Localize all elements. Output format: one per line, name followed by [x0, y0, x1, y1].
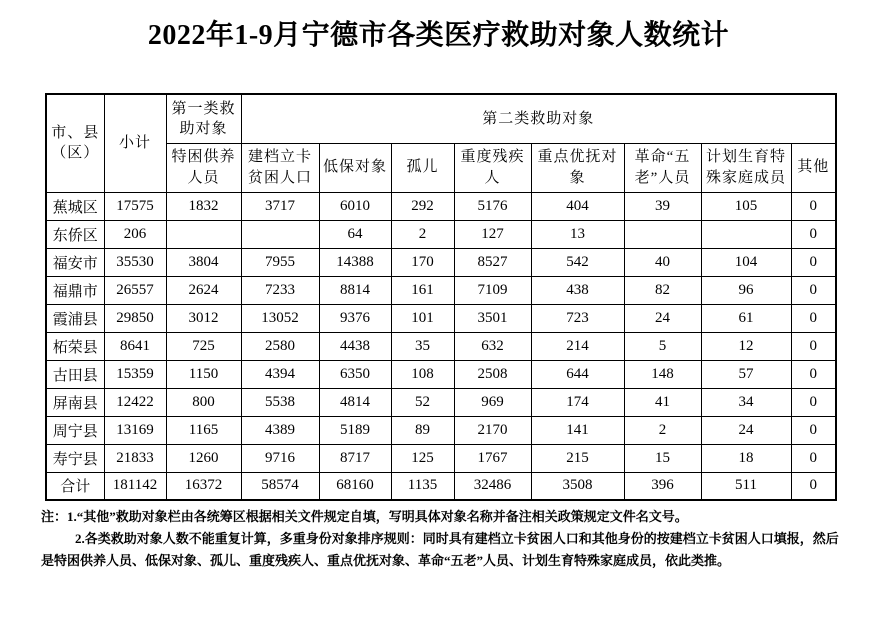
value-cell: 9716 — [241, 444, 319, 472]
value-cell: 1165 — [166, 416, 241, 444]
value-cell — [241, 220, 319, 248]
value-cell: 800 — [166, 388, 241, 416]
value-cell: 7233 — [241, 276, 319, 304]
value-cell: 969 — [454, 388, 531, 416]
value-cell: 2170 — [454, 416, 531, 444]
value-cell: 2580 — [241, 332, 319, 360]
value-cell: 24 — [624, 304, 701, 332]
value-cell: 35 — [391, 332, 454, 360]
value-cell: 0 — [791, 332, 836, 360]
value-cell: 3508 — [531, 472, 624, 500]
region-cell: 柘荣县 — [46, 332, 104, 360]
col-header-guer: 孤儿 — [391, 143, 454, 192]
value-cell: 8717 — [319, 444, 391, 472]
value-cell: 6010 — [319, 192, 391, 220]
col-header-category2: 第二类救助对象 — [241, 94, 836, 143]
value-cell: 632 — [454, 332, 531, 360]
table-row — [46, 332, 836, 360]
value-cell: 644 — [531, 360, 624, 388]
col-header-jiandang: 建档立卡贫困人口 — [241, 143, 319, 192]
value-cell: 15359 — [104, 360, 166, 388]
col-header-dibao: 低保对象 — [319, 143, 391, 192]
value-cell: 101 — [391, 304, 454, 332]
value-cell: 723 — [531, 304, 624, 332]
region-cell: 东侨区 — [46, 220, 104, 248]
value-cell — [166, 220, 241, 248]
value-cell: 292 — [391, 192, 454, 220]
value-cell: 105 — [701, 192, 791, 220]
value-cell: 57 — [701, 360, 791, 388]
value-cell: 542 — [531, 248, 624, 276]
value-cell: 0 — [791, 444, 836, 472]
value-cell: 2508 — [454, 360, 531, 388]
table-row — [46, 248, 836, 276]
region-cell: 福鼎市 — [46, 276, 104, 304]
table-row — [46, 304, 836, 332]
value-cell: 108 — [391, 360, 454, 388]
value-cell: 181142 — [104, 472, 166, 500]
value-cell: 0 — [791, 360, 836, 388]
value-cell: 1767 — [454, 444, 531, 472]
value-cell: 3012 — [166, 304, 241, 332]
value-cell: 52 — [391, 388, 454, 416]
value-cell: 215 — [531, 444, 624, 472]
value-cell: 214 — [531, 332, 624, 360]
page-title: 2022年1-9月宁德市各类医疗救助对象人数统计 — [147, 20, 730, 51]
value-cell: 14388 — [319, 248, 391, 276]
value-cell: 206 — [104, 220, 166, 248]
value-cell: 0 — [791, 276, 836, 304]
col-header-subtotal: 小计 — [104, 94, 166, 192]
value-cell: 12422 — [104, 388, 166, 416]
table-row — [46, 192, 836, 220]
value-cell: 438 — [531, 276, 624, 304]
col-header-wulao: 革命“五老”人员 — [624, 143, 701, 192]
value-cell: 0 — [791, 192, 836, 220]
value-cell: 2624 — [166, 276, 241, 304]
value-cell: 18 — [701, 444, 791, 472]
value-cell: 68160 — [319, 472, 391, 500]
value-cell: 7955 — [241, 248, 319, 276]
value-cell: 58574 — [241, 472, 319, 500]
value-cell: 148 — [624, 360, 701, 388]
value-cell — [624, 220, 701, 248]
col-header-region: 市、县（区） — [46, 94, 104, 192]
value-cell: 15 — [624, 444, 701, 472]
col-header-canji: 重度残疾人 — [454, 143, 531, 192]
col-header-jihua: 计划生育特殊家庭成员 — [701, 143, 791, 192]
value-cell: 3717 — [241, 192, 319, 220]
value-cell: 8641 — [104, 332, 166, 360]
value-cell: 9376 — [319, 304, 391, 332]
value-cell: 141 — [531, 416, 624, 444]
note-2: 2.各类救助对象人数不能重复计算，多重身份对象排序规则：同时具有建档立卡贫困人口和其他身份的按建档立卡贫困人口填报，然后是特困供养人员、低保对象、孤儿、重度残疾人、重点优抚对象、革命“五老”人员、计划生育特殊家庭成员，依此类推。 — [41, 531, 839, 568]
value-cell: 24 — [701, 416, 791, 444]
region-cell: 福安市 — [46, 248, 104, 276]
value-cell: 6350 — [319, 360, 391, 388]
value-cell: 34 — [701, 388, 791, 416]
table-row — [46, 416, 836, 444]
value-cell: 1135 — [391, 472, 454, 500]
value-cell: 1260 — [166, 444, 241, 472]
value-cell: 16372 — [166, 472, 241, 500]
value-cell: 2 — [391, 220, 454, 248]
value-cell: 39 — [624, 192, 701, 220]
value-cell: 725 — [166, 332, 241, 360]
value-cell: 5 — [624, 332, 701, 360]
value-cell: 174 — [531, 388, 624, 416]
value-cell: 1150 — [166, 360, 241, 388]
value-cell: 5176 — [454, 192, 531, 220]
value-cell — [701, 220, 791, 248]
value-cell: 40 — [624, 248, 701, 276]
value-cell: 5538 — [241, 388, 319, 416]
value-cell: 13169 — [104, 416, 166, 444]
value-cell: 104 — [701, 248, 791, 276]
value-cell: 0 — [791, 416, 836, 444]
value-cell: 404 — [531, 192, 624, 220]
col-header-youfu: 重点优抚对象 — [531, 143, 624, 192]
region-cell: 寿宁县 — [46, 444, 104, 472]
value-cell: 2 — [624, 416, 701, 444]
value-cell: 8527 — [454, 248, 531, 276]
table-row — [46, 360, 836, 388]
region-cell: 霞浦县 — [46, 304, 104, 332]
table-row — [46, 276, 836, 304]
medical-assistance-table — [45, 93, 837, 501]
value-cell: 17575 — [104, 192, 166, 220]
value-cell: 35530 — [104, 248, 166, 276]
region-cell: 周宁县 — [46, 416, 104, 444]
value-cell: 161 — [391, 276, 454, 304]
footnotes — [41, 506, 847, 572]
value-cell: 396 — [624, 472, 701, 500]
value-cell: 0 — [791, 304, 836, 332]
value-cell: 82 — [624, 276, 701, 304]
value-cell: 13052 — [241, 304, 319, 332]
value-cell: 13 — [531, 220, 624, 248]
table-row — [46, 388, 836, 416]
region-cell: 屏南县 — [46, 388, 104, 416]
col-header-tekun: 特困供养人员 — [166, 143, 241, 192]
value-cell: 61 — [701, 304, 791, 332]
value-cell: 12 — [701, 332, 791, 360]
table-row — [46, 444, 836, 472]
value-cell: 96 — [701, 276, 791, 304]
value-cell: 32486 — [454, 472, 531, 500]
value-cell: 7109 — [454, 276, 531, 304]
note-1: 注：1.“其他”救助对象栏由各统筹区根据相关文件规定自填，写明具体对象名称并备注相关政策规定文件名文号。 — [41, 509, 688, 524]
value-cell: 0 — [791, 220, 836, 248]
table-row — [46, 220, 836, 248]
value-cell: 21833 — [104, 444, 166, 472]
value-cell: 3501 — [454, 304, 531, 332]
value-cell: 511 — [701, 472, 791, 500]
value-cell: 26557 — [104, 276, 166, 304]
value-cell: 0 — [791, 248, 836, 276]
value-cell: 4389 — [241, 416, 319, 444]
value-cell: 4438 — [319, 332, 391, 360]
value-cell: 41 — [624, 388, 701, 416]
header-row-1 — [46, 94, 836, 143]
value-cell: 89 — [391, 416, 454, 444]
col-header-other: 其他 — [791, 143, 836, 192]
col-header-category1: 第一类救助对象 — [166, 94, 241, 143]
value-cell: 4394 — [241, 360, 319, 388]
value-cell: 127 — [454, 220, 531, 248]
value-cell: 29850 — [104, 304, 166, 332]
value-cell: 5189 — [319, 416, 391, 444]
value-cell: 170 — [391, 248, 454, 276]
value-cell: 0 — [791, 472, 836, 500]
value-cell: 64 — [319, 220, 391, 248]
value-cell: 1832 — [166, 192, 241, 220]
region-cell: 古田县 — [46, 360, 104, 388]
value-cell: 4814 — [319, 388, 391, 416]
value-cell: 0 — [791, 388, 836, 416]
value-cell: 3804 — [166, 248, 241, 276]
region-cell: 蕉城区 — [46, 192, 104, 220]
value-cell: 8814 — [319, 276, 391, 304]
table-row — [46, 472, 836, 500]
value-cell: 125 — [391, 444, 454, 472]
region-cell: 合计 — [46, 472, 104, 500]
